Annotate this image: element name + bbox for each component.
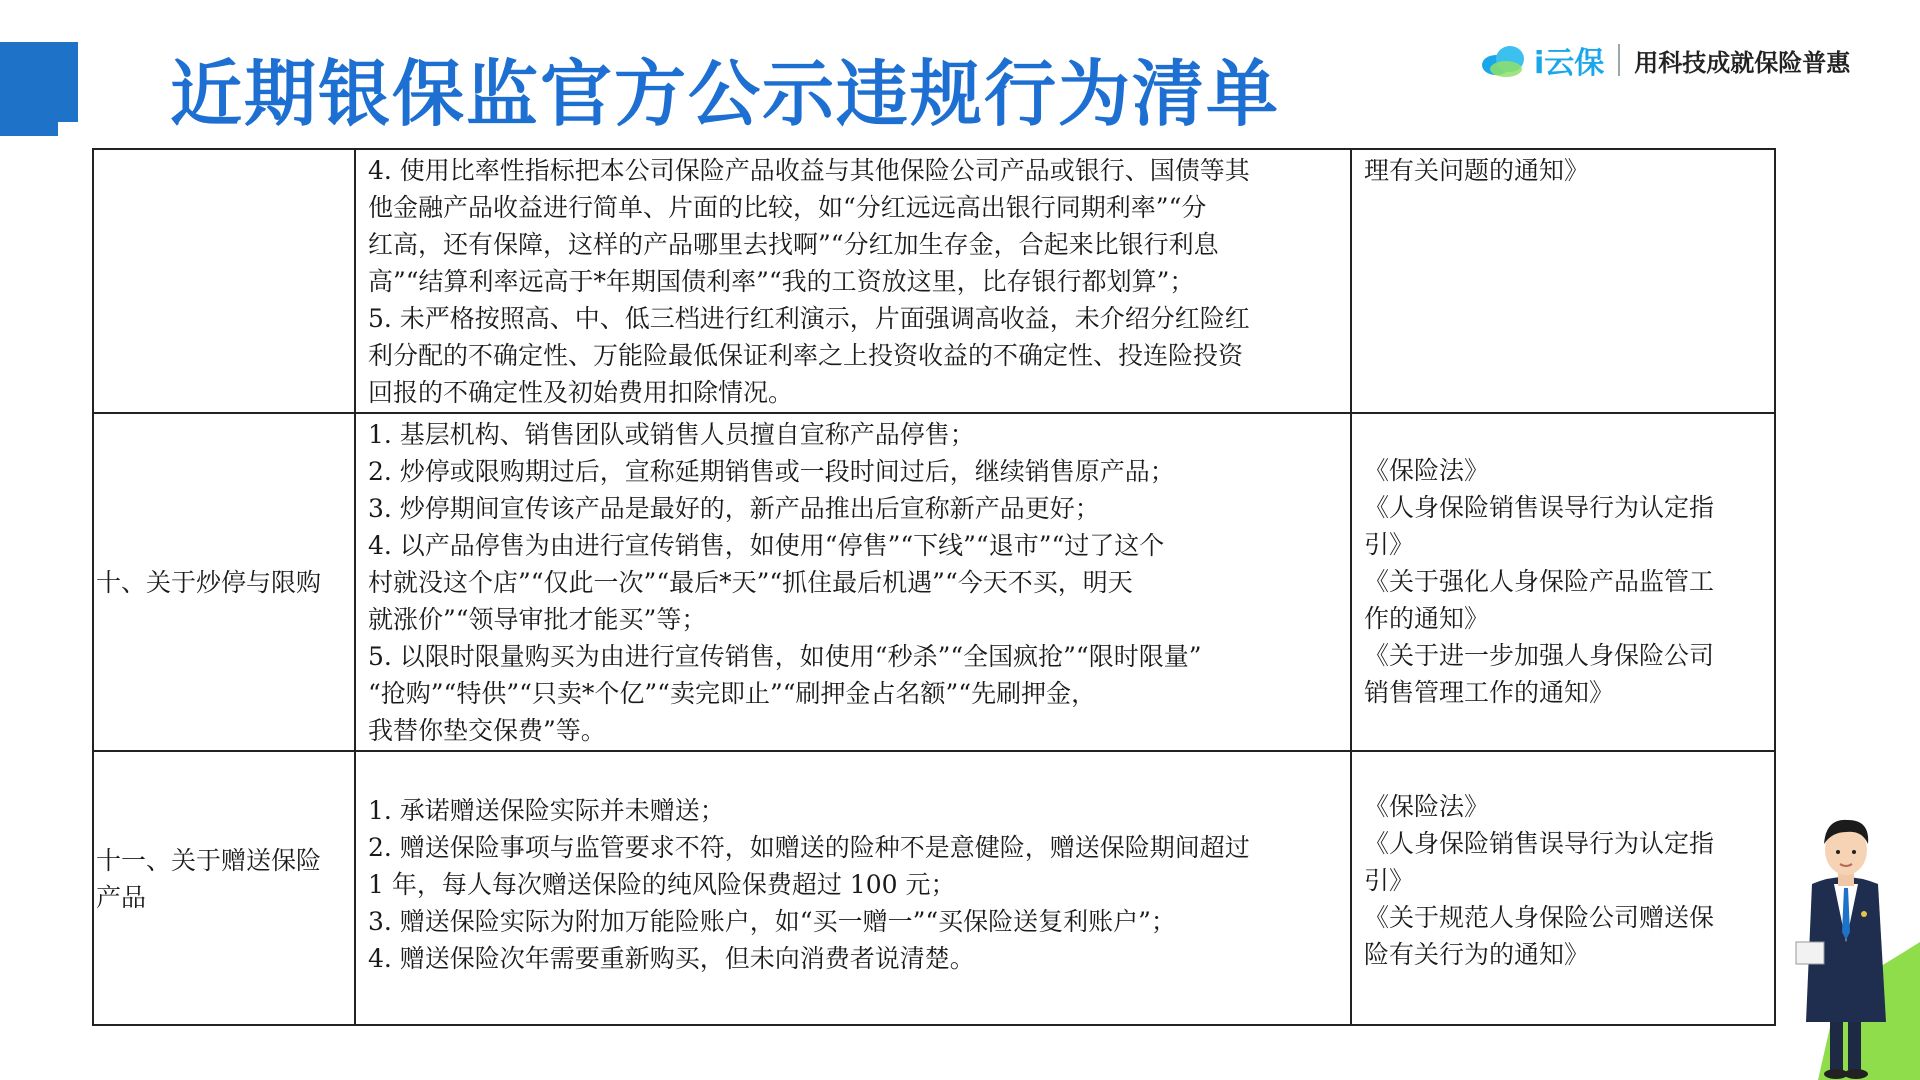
ref-line: 引》 <box>1364 866 1415 895</box>
item-line: 4. 以产品停售为由进行宣传销售，如使用“停售”“下线”“退市”“过了这个 <box>368 531 1165 560</box>
item-line: 1. 基层机构、销售团队或销售人员擅自宣称产品停售； <box>368 420 975 449</box>
item-line: 5. 以限时限量购买为由进行宣传销售，如使用“秒杀”“全国疯抢”“限时限量” <box>368 642 1202 671</box>
ref-line: 作的通知》 <box>1364 604 1490 633</box>
ref-line: 险有关行为的通知》 <box>1364 940 1590 969</box>
presenter-illustration <box>1778 792 1920 1080</box>
item-line: 1. 承诺赠送保险实际并未赠送； <box>368 796 725 825</box>
item-line: 红高，还有保障，这样的产品哪里去找啊”“分红加生存金，合起来比银行利息 <box>368 230 1219 259</box>
category-label: 产品 <box>96 883 147 912</box>
ref-line: 《关于强化人身保险产品监管工 <box>1364 567 1715 596</box>
item-line: 4. 赠送保险次年需要重新购买，但未向消费者说清楚。 <box>368 944 975 973</box>
corner-accent-notch <box>58 122 78 136</box>
refs-cell <box>1352 150 1774 412</box>
ref-line: 《保险法》 <box>1364 456 1490 485</box>
item-line: 我替你垫交保费”等。 <box>368 716 606 745</box>
ref-line: 《关于规范人身保险公司赠送保 <box>1364 903 1715 932</box>
brand-name: i云保 <box>1534 46 1605 81</box>
item-line: 回报的不确定性及初始费用扣除情况。 <box>368 378 794 407</box>
refs-cell <box>1352 752 1774 1024</box>
ref-line: 引》 <box>1364 530 1415 559</box>
ref-line: 销售管理工作的通知》 <box>1364 678 1615 707</box>
item-line: 2. 炒停或限购期过后，宣称延期销售或一段时间过后，继续销售原产品； <box>368 457 1175 486</box>
refs-cell <box>1352 414 1774 750</box>
item-line: 5. 未严格按照高、中、低三档进行红利演示，片面强调高收益，未介绍分红险红 <box>368 304 1250 333</box>
table-row <box>94 150 1774 412</box>
item-line: 高”“结算利率远高于*年期国债利率”“我的工资放这里，比存银行都划算”； <box>368 267 1195 296</box>
ref-line: 《人身保险销售误导行为认定指 <box>1364 493 1715 522</box>
category-label: 十一、关于赠送保险 <box>96 846 322 875</box>
item-line: “抢购”“特供”“只卖*个亿”“卖完即止”“刷押金占名额”“先刷押金， <box>368 679 1097 708</box>
item-line: 就涨价”“领导审批才能买”等； <box>368 605 707 634</box>
category-cell <box>94 150 356 412</box>
table-row <box>94 412 1774 750</box>
category-cell <box>94 414 356 750</box>
item-line: 2. 赠送保险事项与监管要求不符，如赠送的险种不是意健险，赠送保险期间超过 <box>368 833 1250 862</box>
ref-line: 《关于进一步加强人身保险公司 <box>1364 641 1715 670</box>
items-cell <box>356 752 1352 1024</box>
cloud-logo-icon <box>1480 43 1528 77</box>
violation-table <box>92 148 1776 1026</box>
item-line: 4. 使用比率性指标把本公司保险产品收益与其他保险公司产品或银行、国债等其 <box>368 156 1250 185</box>
brand-divider <box>1618 44 1620 76</box>
category-cell <box>94 752 356 1024</box>
item-line: 3. 炒停期间宣传该产品是最好的，新产品推出后宣称新产品更好； <box>368 494 1100 523</box>
brand-slogan: 用科技成就保险普惠 <box>1634 48 1851 77</box>
item-line: 利分配的不确定性、万能险最低保证利率之上投资收益的不确定性、投连险投资 <box>368 341 1244 370</box>
item-line: 他金融产品收益进行简单、片面的比较，如“分红远远高出银行同期利率”“分 <box>368 193 1207 222</box>
ref-line: 《人身保险销售误导行为认定指 <box>1364 829 1715 858</box>
item-line: 村就没这个店”“仅此一次”“最后*天”“抓住最后机遇”“今天不买，明天 <box>368 568 1133 597</box>
items-cell <box>356 150 1352 412</box>
category-label: 十、关于炒停与限购 <box>96 568 322 597</box>
ref-line: 理有关问题的通知》 <box>1364 156 1590 185</box>
page-title: 近期银保监官方公示违规行为清单 <box>170 52 1281 136</box>
items-cell <box>356 414 1352 750</box>
ref-line: 《保险法》 <box>1364 792 1490 821</box>
item-line: 3. 赠送保险实际为附加万能险账户，如“买一赠一”“买保险送复利账户”； <box>368 907 1176 936</box>
item-line: 1 年，每人每次赠送保险的纯风险保费超过 100 元； <box>368 870 956 899</box>
table-row <box>94 750 1774 1024</box>
brand-logo <box>1480 40 1850 80</box>
